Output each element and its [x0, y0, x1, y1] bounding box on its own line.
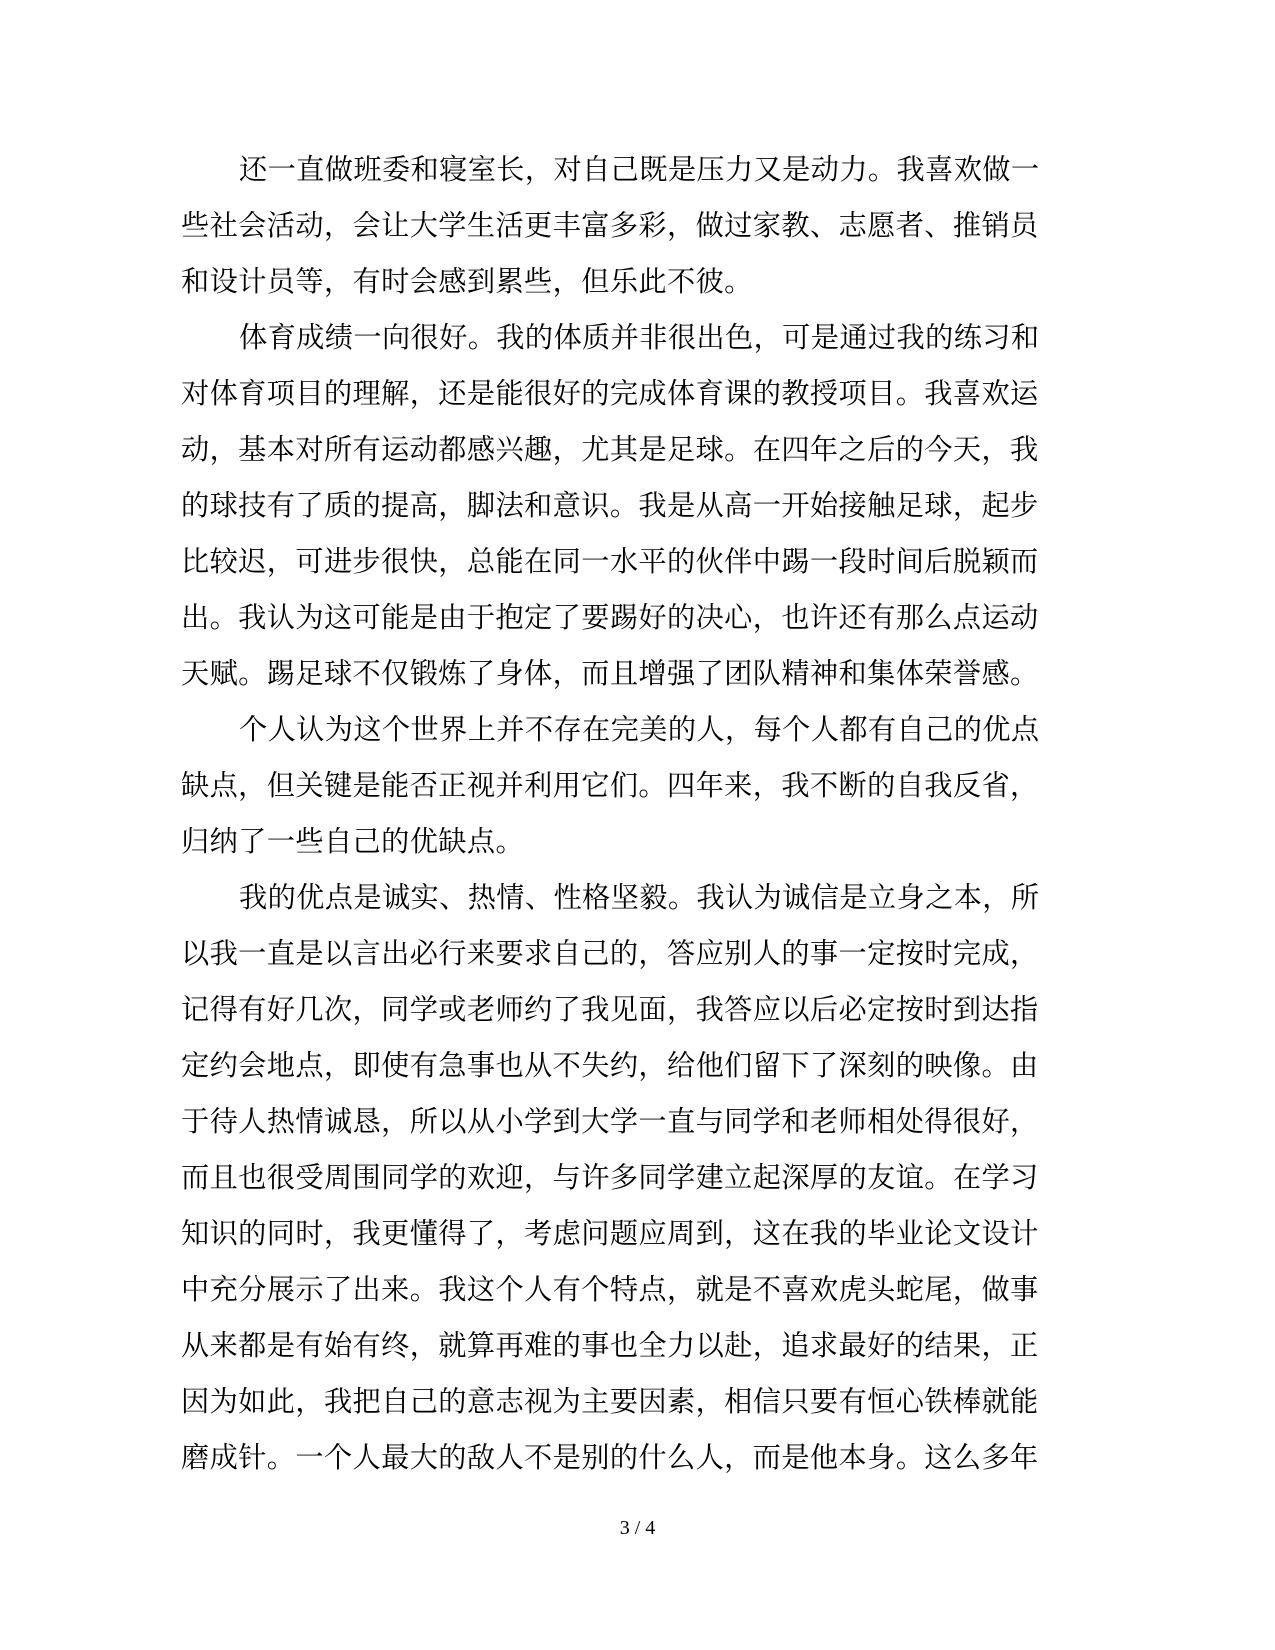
text-line: 出。我认为这可能是由于抱定了要踢好的决心，也许还有那么点运动	[181, 601, 1039, 634]
text-line: 定约会地点，即使有急事也从不失约，给他们留下了深刻的映像。由	[181, 1049, 1039, 1082]
text-line: 缺点，但关键是能否正视并利用它们。四年来，我不断的自我反省，	[181, 769, 1039, 802]
text-line: 中充分展示了出来。我这个人有个特点，就是不喜欢虎头蛇尾，做事	[181, 1273, 1039, 1306]
text-line: 我的优点是诚实、热情、性格坚毅。我认为诚信是立身之本，所	[239, 881, 1040, 914]
text-line: 的球技有了质的提高，脚法和意识。我是从高一开始接触足球，起步	[181, 489, 1039, 522]
text-line: 比较迟，可进步很快，总能在同一水平的伙伴中踢一段时间后脱颖而	[181, 545, 1039, 578]
text-line: 记得有好几次，同学或老师约了我见面，我答应以后必定按时到达指	[181, 993, 1039, 1026]
text-line: 知识的同时，我更懂得了，考虑问题应周到，这在我的毕业论文设计	[181, 1217, 1039, 1250]
text-line: 归纳了一些自己的优缺点。	[181, 825, 525, 858]
text-line: 磨成针。一个人最大的敌人不是别的什么人，而是他本身。这么多年	[181, 1441, 1039, 1474]
text-line: 个人认为这个世界上并不存在完美的人，每个人都有自己的优点	[239, 713, 1040, 746]
text-line: 以我一直是以言出必行来要求自己的，答应别人的事一定按时完成，	[181, 937, 1039, 970]
text-line: 天赋。踢足球不仅锻炼了身体，而且增强了团队精神和集体荣誉感。	[181, 657, 1039, 690]
text-line: 还一直做班委和寝室长，对自己既是压力又是动力。我喜欢做一	[239, 153, 1040, 186]
text-line: 而且也很受周围同学的欢迎，与许多同学建立起深厚的友谊。在学习	[181, 1161, 1039, 1194]
text-line: 动，基本对所有运动都感兴趣，尤其是足球。在四年之后的今天，我	[181, 433, 1039, 466]
text-line: 从来都是有始有终，就算再难的事也全力以赴，追求最好的结果，正	[181, 1329, 1039, 1362]
text-line: 对体育项目的理解，还是能很好的完成体育课的教授项目。我喜欢运	[181, 377, 1039, 410]
text-line: 和设计员等，有时会感到累些，但乐此不彼。	[181, 265, 753, 298]
text-line: 些社会活动，会让大学生活更丰富多彩，做过家教、志愿者、推销员	[181, 209, 1039, 242]
body-text	[181, 142, 1051, 1486]
text-line: 因为如此，我把自己的意志视为主要因素，相信只要有恒心铁棒就能	[181, 1385, 1039, 1418]
text-line: 于待人热情诚恳，所以从小学到大学一直与同学和老师相处得很好，	[181, 1105, 1039, 1138]
page-number: 3 / 4	[619, 1517, 656, 1539]
text-line: 体育成绩一向很好。我的体质并非很出色，可是通过我的练习和	[239, 321, 1040, 354]
